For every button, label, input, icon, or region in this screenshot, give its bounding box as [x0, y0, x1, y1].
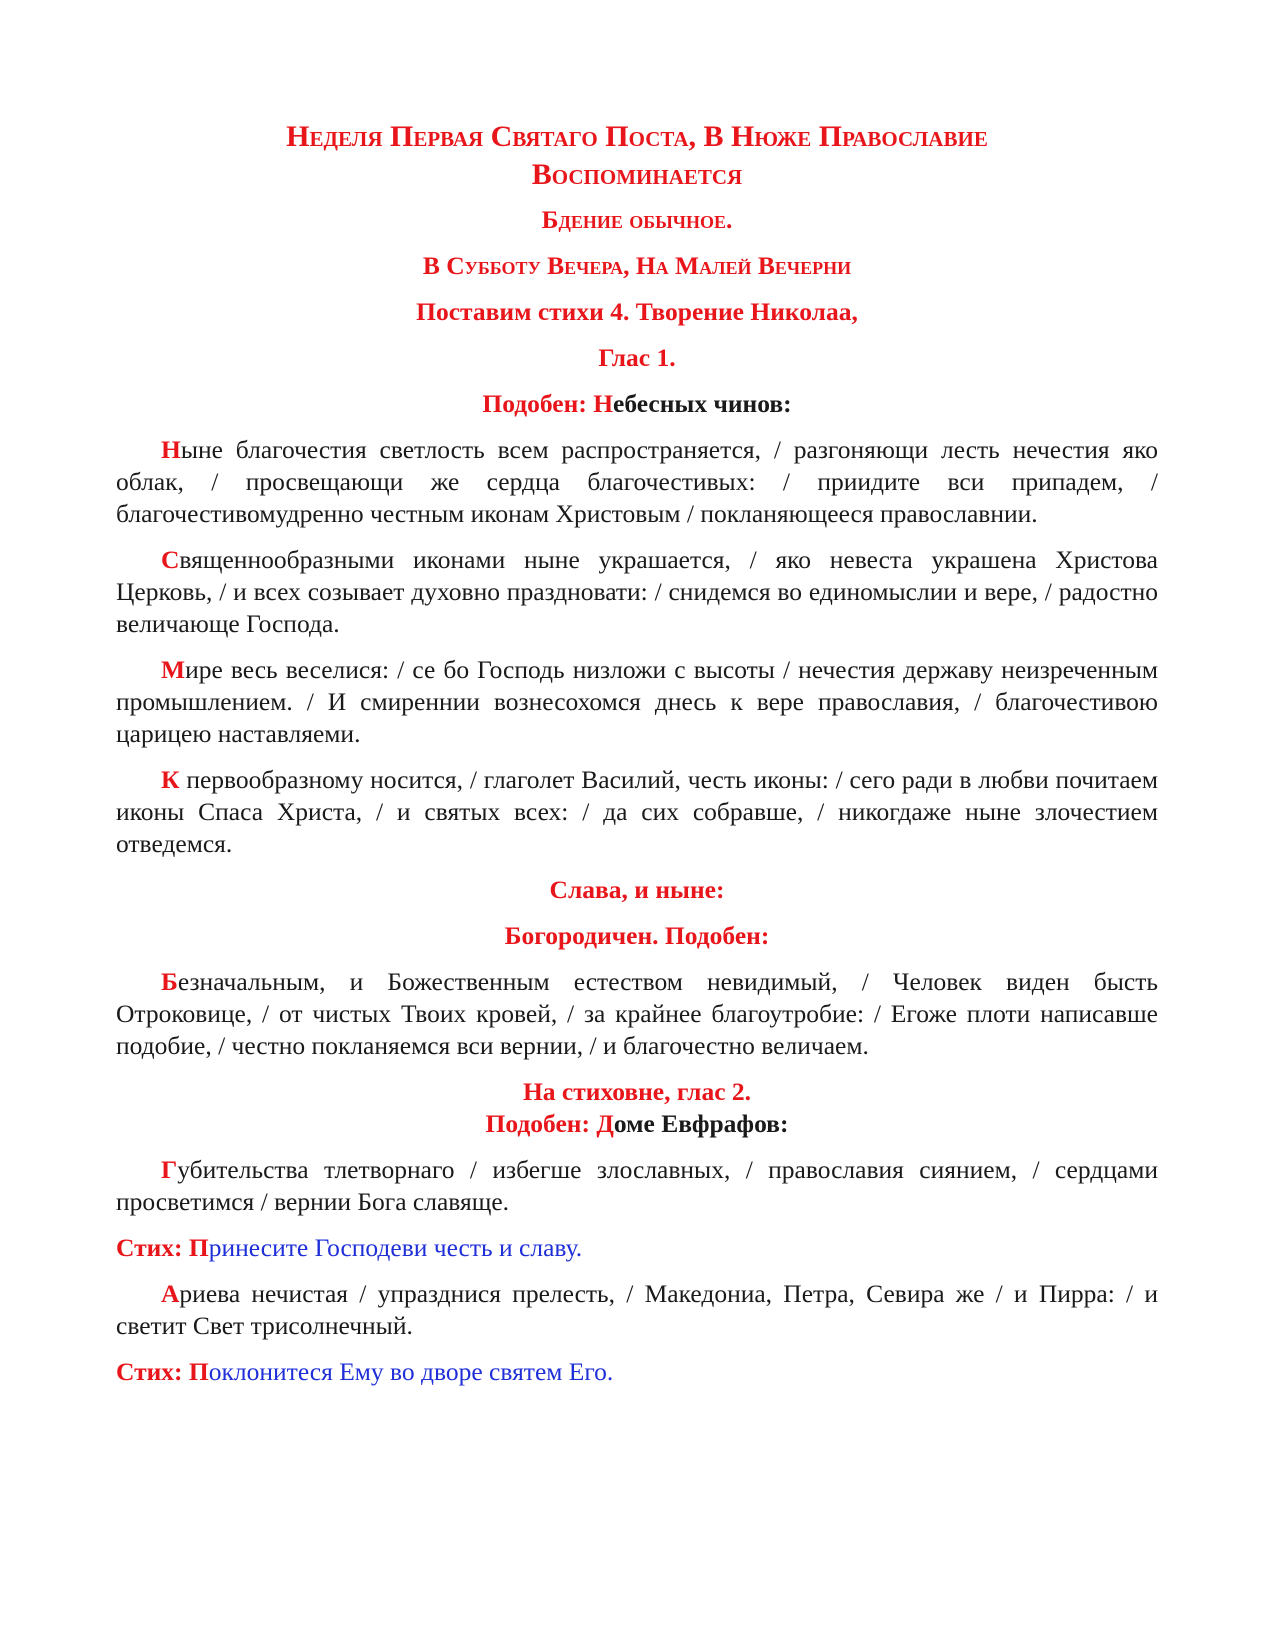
page-title-line1: Неделя Первая Святаго Поста, В Нюже Православие [286, 120, 988, 153]
podoben-label: Подобен: [482, 389, 594, 418]
verse-1 [116, 1232, 1158, 1264]
aposticha-heading: На стиховне, глас 2. [522, 1077, 752, 1106]
aposticha-text: убительства тлетворнаго / избегше злославных, / православия сиянием, / сердцами просветимся / вернии Бога славяще. [116, 1155, 1158, 1216]
drop-initial: Б [161, 967, 178, 996]
podoben-heading-2 [116, 1108, 1158, 1140]
sticheron-text: первообразному носится, / глаголет Василий, честь иконы: / сего ради в любви почитаем иконы Спаса Христа, / и святых всех: / да сих собравше, / никогдаже ныне злочестием отведемся. [116, 765, 1158, 858]
vespers-subtitle: В Субботу Вечера, На Малей Вечерни [422, 251, 852, 280]
drop-initial: Н [161, 435, 181, 464]
theotokion [116, 966, 1158, 1062]
sticheron-text: вященнообразными иконами ныне украшается, / яко невеста украшена Христова Церковь, / и всех созывает духовно праздновати: / снидемся во единомыслии и вере, / радостно величающе Господа. [116, 545, 1158, 638]
sticheron-3 [116, 654, 1158, 750]
verse-2 [116, 1356, 1158, 1388]
aposticha-1 [116, 1154, 1158, 1218]
verse-text: оклонитеся Ему во дворе святем Его. [208, 1357, 614, 1386]
theotokion-text: езначальным, и Божественным естеством невидимый, / Человек виден бысть Отроковице, / от чистых Твоих кровей, / за крайнее благоутробие: / Егоже плоти написавше подобие, / честно покланяемся вси вернии, / и благочестно величаем. [116, 967, 1158, 1060]
podoben-heading-1 [116, 388, 1158, 420]
sticheron-2 [116, 544, 1158, 640]
drop-initial: А [161, 1279, 180, 1308]
drop-initial: Г [161, 1155, 178, 1184]
aposticha-text: риева нечистая / упразднися прелесть, / Македониа, Петра, Севира же / и Пирра: / и светит Свет трисолнечный. [116, 1279, 1158, 1340]
sticheron-text: ире весь веселися: / се бо Господь низложи с высоты / нечестия державу неизреченным промышлением. / И смиреннии вознесохомся днесь к вере православия, / благочестивою царицею наставляеми. [116, 655, 1158, 748]
podoben-label: Подобен: [485, 1109, 597, 1138]
stichera-note: Поставим стихи 4. Творение Николаа, [416, 297, 858, 326]
podoben-initial: Д [596, 1109, 614, 1138]
document-page [116, 118, 1158, 1402]
page-title [116, 118, 1158, 194]
verse-initial: П [188, 1357, 209, 1386]
vigil-subtitle: Бдение обычное. [541, 205, 733, 234]
podoben-rest: ебесных чинов: [613, 389, 792, 418]
sticheron-1 [116, 434, 1158, 530]
tone-heading: Глас 1. [598, 343, 676, 372]
verse-label: Стих: [116, 1357, 189, 1386]
drop-initial: К [161, 765, 180, 794]
verse-label: Стих: [116, 1233, 189, 1262]
drop-initial: М [161, 655, 186, 684]
verse-initial: П [188, 1233, 209, 1262]
sticheron-text: ыне благочестия светлость всем распространяется, / разгоняющи лесть нечестия яко облак, / просвещающи же сердца благочестивых: / приидите вси припадем, / благочестивомудренно честным иконам Христовым / покланяющееся православнии. [116, 435, 1158, 528]
page-title-line2: Воспоминается [531, 158, 743, 191]
drop-initial: С [161, 545, 180, 574]
glory-heading: Слава, и ныне: [549, 875, 725, 904]
podoben-rest: оме Евфрафов: [613, 1109, 789, 1138]
aposticha-2 [116, 1278, 1158, 1342]
verse-text: ринесите Господеви честь и славу. [208, 1233, 583, 1262]
sticheron-4 [116, 764, 1158, 860]
theotokion-heading: Богородичен. Подобен: [504, 921, 770, 950]
podoben-initial: Н [593, 389, 614, 418]
